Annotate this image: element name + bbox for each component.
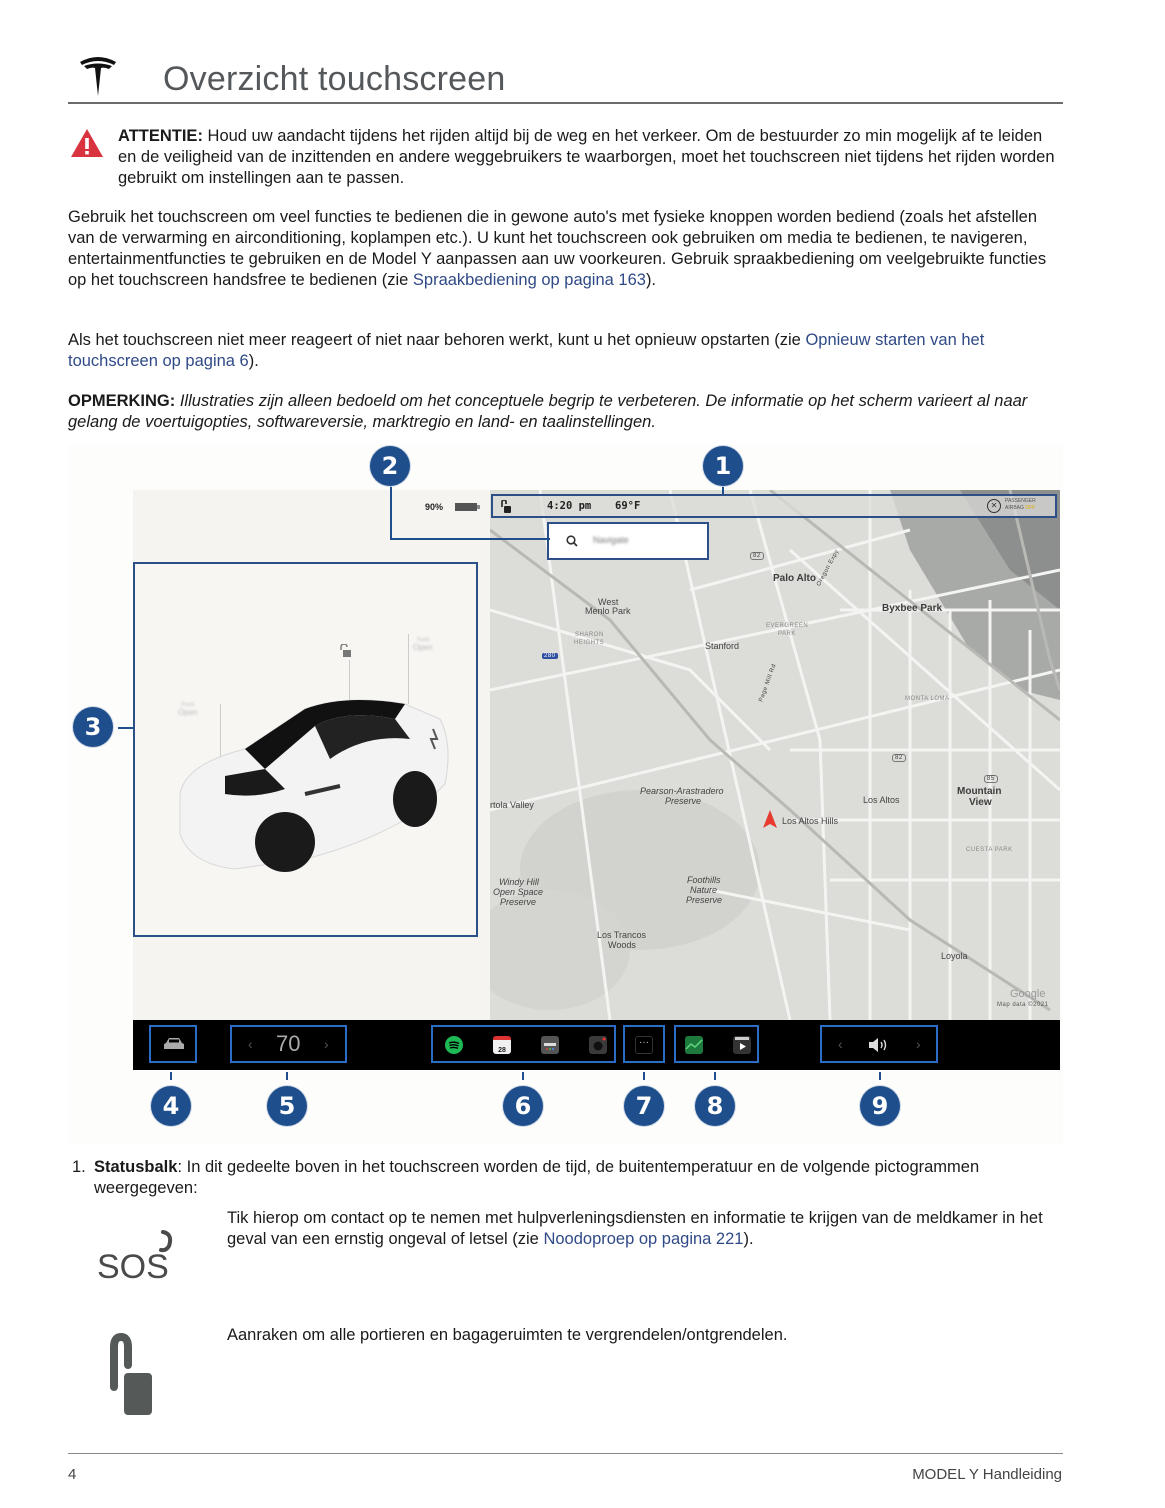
car-icon [163,1036,185,1052]
svg-text:SOS: SOS [97,1248,169,1282]
battery-icon [455,502,481,512]
calendar-icon[interactable]: 28 [493,1036,511,1054]
page-number: 4 [68,1466,77,1483]
lock-description: Aanraken om alle portieren en bagageruimten te vergrendelen/ontgrendelen. [227,1326,788,1344]
recent-apps-area [674,1025,759,1063]
temp-down-button[interactable]: ‹ [248,1036,253,1052]
volume-up-button[interactable]: › [916,1036,921,1052]
bottom-dock [133,1020,1060,1070]
warning-label: ATTENTIE: [118,127,203,145]
clock: 4:20 pm [547,500,592,512]
voice-control-link[interactable]: Spraakbediening op pagina 163 [412,271,646,289]
temp-up-button[interactable]: › [324,1036,329,1052]
speaker-icon [867,1035,891,1055]
warning-callout [68,126,1063,189]
warning-triangle-icon [70,128,104,158]
callout-badge-5: 5 [267,1086,307,1126]
callout-badge-9: 9 [860,1086,900,1126]
sos-description: Tik hierop om contact op te nemen met hulpverleningsdiensten en informatie te krijgen van de meldkamer in het geval van een ernstig ongeval of letsel (zie Noodoproep op pagina 221). [227,1209,1043,1248]
callout-badge-3: 3 [73,707,113,747]
app-launcher-button[interactable] [623,1025,665,1063]
spotify-icon[interactable] [445,1036,463,1054]
callout-badge-4: 4 [151,1086,191,1126]
emergency-call-link[interactable]: Noodoproep op pagina 221 [543,1230,744,1248]
page-header [68,50,1063,104]
temperature-value: 70 [276,1031,301,1056]
more-dots-icon: ··· [635,1036,653,1054]
toybox-icon[interactable] [541,1036,559,1054]
list-number: 1. [72,1158,86,1176]
search-icon [566,535,578,547]
unlock-padlock-icon [106,1333,154,1417]
restart-touchscreen-link[interactable]: Opnieuw starten van het touchscreen op pagina 6 [68,331,985,370]
driver-temperature-control[interactable] [230,1025,347,1063]
footer-divider [68,1453,1063,1454]
lock-icon[interactable] [501,500,511,513]
car-unlock-icon[interactable] [339,644,351,658]
navigate-search-input[interactable] [547,522,709,560]
status-bar [491,494,1057,518]
camera-icon[interactable] [589,1036,607,1054]
callout-badge-8: 8 [695,1086,735,1126]
note-paragraph: OPMERKING: Illustraties zijn alleen bedoeld om het conceptuele begrip te verbeteren. De informatie op het scherm varieert al naar gelang de voertuigopties, softwareversie, marktregio en land- en taalinstellingen. [68,392,1028,431]
manual-name: MODEL Y Handleiding [912,1466,1062,1483]
car-status-panel[interactable]: Frunk Open Trunk Open [133,562,478,937]
app-launcher-area [431,1025,616,1063]
page-title: Overzicht touchscreen [163,60,506,98]
passenger-airbag-status: ✕ PASSENGER AIRBAG OFF [987,498,1049,514]
tesla-logo-icon [78,54,118,98]
volume-control[interactable] [820,1025,938,1063]
search-placeholder: Navigate [593,535,629,545]
callout-badge-2: 2 [370,446,410,486]
intro-paragraph: Gebruik het touchscreen om veel functies te bedienen die in gewone auto's met fysieke knoppen worden bediend (zoals het afstellen van de verwarming en airconditioning, koplampen etc.). U kunt het touchscreen ook gebruiken om media te bedienen, te navigeren, entertainmentfuncties te gebruiken en de Model Y aanpassen aan uw voorkeuren. Gebruik spraakbediening om veelgebruikte functies op het touchscreen handsfree te bedienen (zie Spraakbediening op pagina 163). [68,208,1047,289]
car-model-y-icon [165,664,455,894]
touchscreen-illustration [133,490,1060,1070]
car-controls-button[interactable] [149,1025,197,1063]
energy-app-icon[interactable] [685,1036,703,1054]
list-item-statusbar: Statusbalk: In dit gedeelte boven in het touchscreen worden de tijd, de buitentemperatuur en de volgende pictogrammen weergegeven: [94,1158,980,1197]
trunk-open-button[interactable]: Open [413,643,433,652]
numbered-list [72,1157,1062,1199]
theater-app-icon[interactable] [733,1036,751,1054]
airbag-icon: ✕ [987,499,1001,513]
battery-percent: 90% [425,502,444,512]
map-view: Byxbee Park Palo Alto West Menlo Park SHARON HEIGHTS Stanford EVERGREEN PARK Oregon Expy Page Mill Rd MONTA LOMA Pearson-Arastradero Preserve rtola Valley Los Altos Los Altos Hills Mountain View CUESTA PARK Windy Hill Open Space Preserve Foothills Nature Preserve Los Trancos Woods Loyola Google Map data ©2021 280 82 82 85 [490,490,1060,1020]
note-label: OPMERKING: [68,392,176,410]
touchscreen-figure [68,445,1063,1145]
restart-paragraph: Als het touchscreen niet meer reageert of niet naar behoren werkt, kunt u het opnieuw opstarten (zie Opnieuw starten van het touchscreen op pagina 6). [68,331,985,370]
volume-down-button[interactable]: ‹ [838,1036,843,1052]
map-roads-icon [490,490,1060,1020]
callout-badge-7: 7 [624,1086,664,1126]
sos-icon [93,1222,177,1282]
callout-badge-6: 6 [503,1086,543,1126]
frunk-open-button[interactable]: Open [178,708,198,717]
callout-badge-1: 1 [703,446,743,486]
outside-temperature: 69°F [615,500,641,512]
warning-text: ATTENTIE: Houd uw aandacht tijdens het rijden altijd bij de weg en het verkeer. Om de bestuurder zo min mogelijk af te leiden en de veiligheid van de inzittenden en andere weggebruikers te waarborgen, moet het touchscreen niet tijdens het rijden worden gebruikt om instellingen aan te passen. [118,127,1055,187]
